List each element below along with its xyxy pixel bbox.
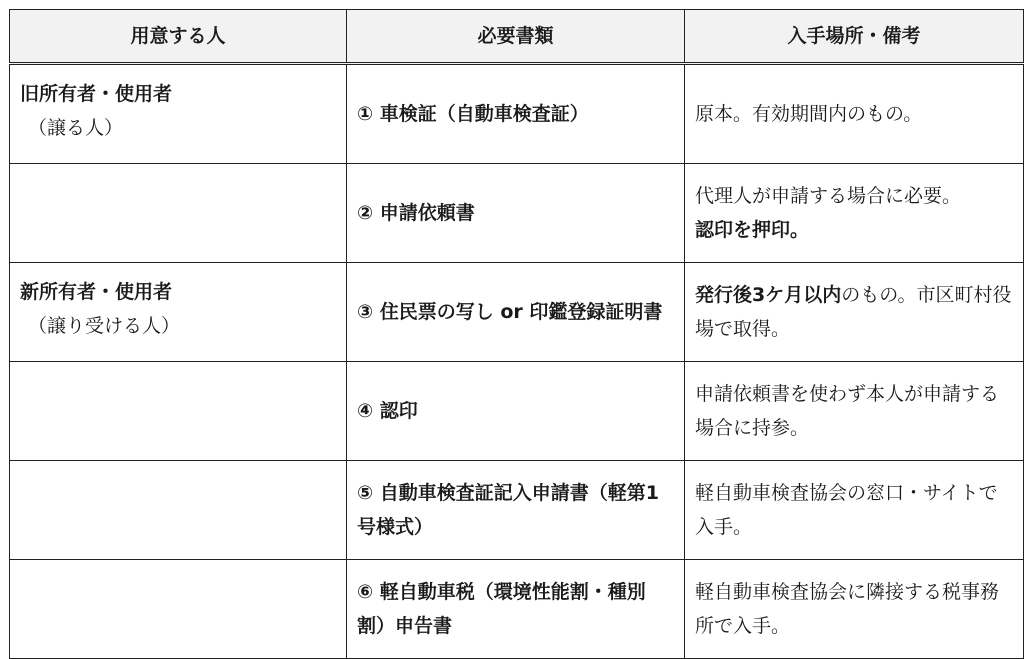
table-row — [10, 362, 1024, 461]
preparer-cell — [10, 64, 347, 164]
preparer-cell — [10, 461, 347, 560]
note-cell — [685, 362, 1024, 461]
header-preparer: 用意する人 — [10, 10, 347, 64]
preparer-cell — [10, 362, 347, 461]
note-text: 原本。有効期間内のもの。 — [695, 103, 923, 125]
header-source-notes: 入手場所・備考 — [685, 10, 1024, 64]
table-row — [10, 64, 1024, 164]
document-cell: ① 車検証（自動車検査証） — [347, 64, 685, 164]
table-row — [10, 461, 1024, 560]
note-cell — [685, 560, 1024, 659]
note-cell — [685, 461, 1024, 560]
note-text: 軽自動車検査協会に隣接する税事務所で入手。 — [695, 581, 1000, 637]
note-cell — [685, 164, 1024, 263]
note-cell — [685, 64, 1024, 164]
note-cell — [685, 263, 1024, 362]
preparer-cell — [10, 263, 347, 362]
table-row — [10, 560, 1024, 659]
note-text: 代理人が申請する場合に必要。 — [695, 185, 962, 207]
preparer-name: 旧所有者・使用者 — [20, 83, 173, 105]
required-documents-table — [9, 9, 1024, 659]
preparer-role: （譲り受ける人） — [28, 315, 181, 337]
document-cell: ② 申請依頼書 — [347, 164, 685, 263]
note-text: 申請依頼書を使わず本人が申請する場合に持参。 — [695, 383, 1000, 439]
note-text-emphasis: 認印を押印。 — [695, 219, 810, 241]
preparer-cell — [10, 164, 347, 263]
preparer-name: 新所有者・使用者 — [20, 281, 173, 303]
preparer-role: （譲る人） — [28, 117, 124, 139]
document-cell: ⑥ 軽自動車税（環境性能割・種別割）申告書 — [347, 560, 685, 659]
document-cell: ③ 住民票の写し or 印鑑登録証明書 — [347, 263, 685, 362]
table-row — [10, 263, 1024, 362]
table-header-row — [10, 10, 1024, 64]
note-text: 軽自動車検査協会の窓口・サイトで入手。 — [695, 482, 998, 538]
note-text-emphasis: 発行後3ケ月以内 — [695, 284, 842, 306]
header-documents: 必要書類 — [347, 10, 685, 64]
preparer-cell — [10, 560, 347, 659]
document-cell: ⑤ 自動車検査証記入申請書（軽第1号様式） — [347, 461, 685, 560]
document-cell: ④ 認印 — [347, 362, 685, 461]
table-row — [10, 164, 1024, 263]
note-text: のもの。市区町村役場で取得。 — [695, 284, 1012, 340]
